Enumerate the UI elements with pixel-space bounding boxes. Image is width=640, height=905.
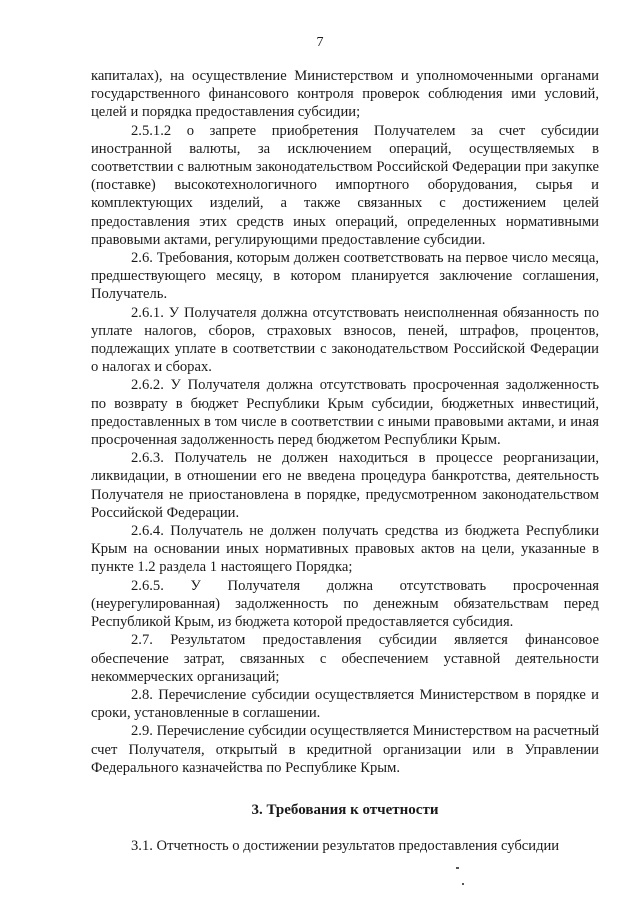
- scan-speck: [462, 883, 464, 885]
- paragraph-2-8: 2.8. Перечисление субсидии осуществляется Министерством в порядке и сроки, установленные в соглашении.: [91, 686, 599, 722]
- paragraph-2-6-2: 2.6.2. У Получателя должна отсутствовать просроченная задолженность по возврату в бюджет Республики Крым субсидии, бюджетных инвестиций, предоставленных в том числе в соответствии с иными правовыми актами, и иная просроченная задолженность перед бюджетом Республики Крым.: [91, 377, 599, 449]
- paragraph-3-1: 3.1. Отчетность о достижении результатов предоставления субсидии: [131, 838, 560, 855]
- paragraph-2-9: 2.9. Перечисление субсидии осуществляется Министерством на расчетный счет Получателя, открытый в кредитной организации или в Управлении Федерального казначейства по Республике Крым.: [91, 723, 599, 776]
- document-body: [91, 67, 599, 855]
- paragraph-2-6-4: 2.6.4. Получатель не должен получать средства из бюджета Республики Крым на основании иных нормативных правовых актов на цели, указанные в пункте 1.2 раздела 1 настоящего Порядка;: [91, 523, 599, 576]
- paragraph-2-6-1: 2.6.1. У Получателя должна отсутствовать неисполненная обязанность по уплате налогов, сборов, страховых взносов, пеней, штрафов, процентов, подлежащих уплате в соответствии с законодательством Российской Федерации о налогах и сборах.: [91, 304, 599, 376]
- paragraph-continuation: капиталах), на осуществление Министерством и уполномоченными органами государственного финансового контроля проверок соблюдения ими условий, целей и порядка предоставления субсидии;: [91, 68, 599, 121]
- paragraph-2-7: 2.7. Результатом предоставления субсидии является финансовое обеспечение затрат, связанных с обеспечением уставной деятельности некоммерческих организаций;: [91, 632, 599, 685]
- paragraph-2-6: 2.6. Требования, которым должен соответствовать на первое число месяца, предшествующего месяцу, в котором планируется заключение соглашения, Получатель.: [91, 250, 599, 303]
- section-heading: 3. Требования к отчетности: [251, 801, 439, 818]
- paragraph-2-6-3: 2.6.3. Получатель не должен находиться в процессе реорганизации, ликвидации, в отношении его не введена процедура банкротства, деятельность Получателя не приостановлена в порядке, предусмотренном законодательством Российской Федерации.: [91, 450, 599, 521]
- paragraph-2-6-5: 2.6.5. У Получателя должна отсутствовать просроченная (неурегулированная) задолженность по денежным обязательствам перед Республикой Крым, из бюджета которой предоставляется субсидия.: [91, 577, 599, 631]
- page-number: 7: [316, 35, 324, 50]
- scan-speck: [456, 867, 459, 869]
- paragraph-2-5-1-2: 2.5.1.2 о запрете приобретения Получателем за счет субсидии иностранной валюты, за исключением операций, осуществляемых в соответствии с валютным законодательством Российской Федерации при закупке (поставке) высокотехнологичного импортного оборудования, сырья и комплектующих изделий, а также связанных с достижением целей предоставления этих средств иных операций, определенных нормативными правовыми актами, регулирующими предоставление субсидии.: [91, 122, 599, 248]
